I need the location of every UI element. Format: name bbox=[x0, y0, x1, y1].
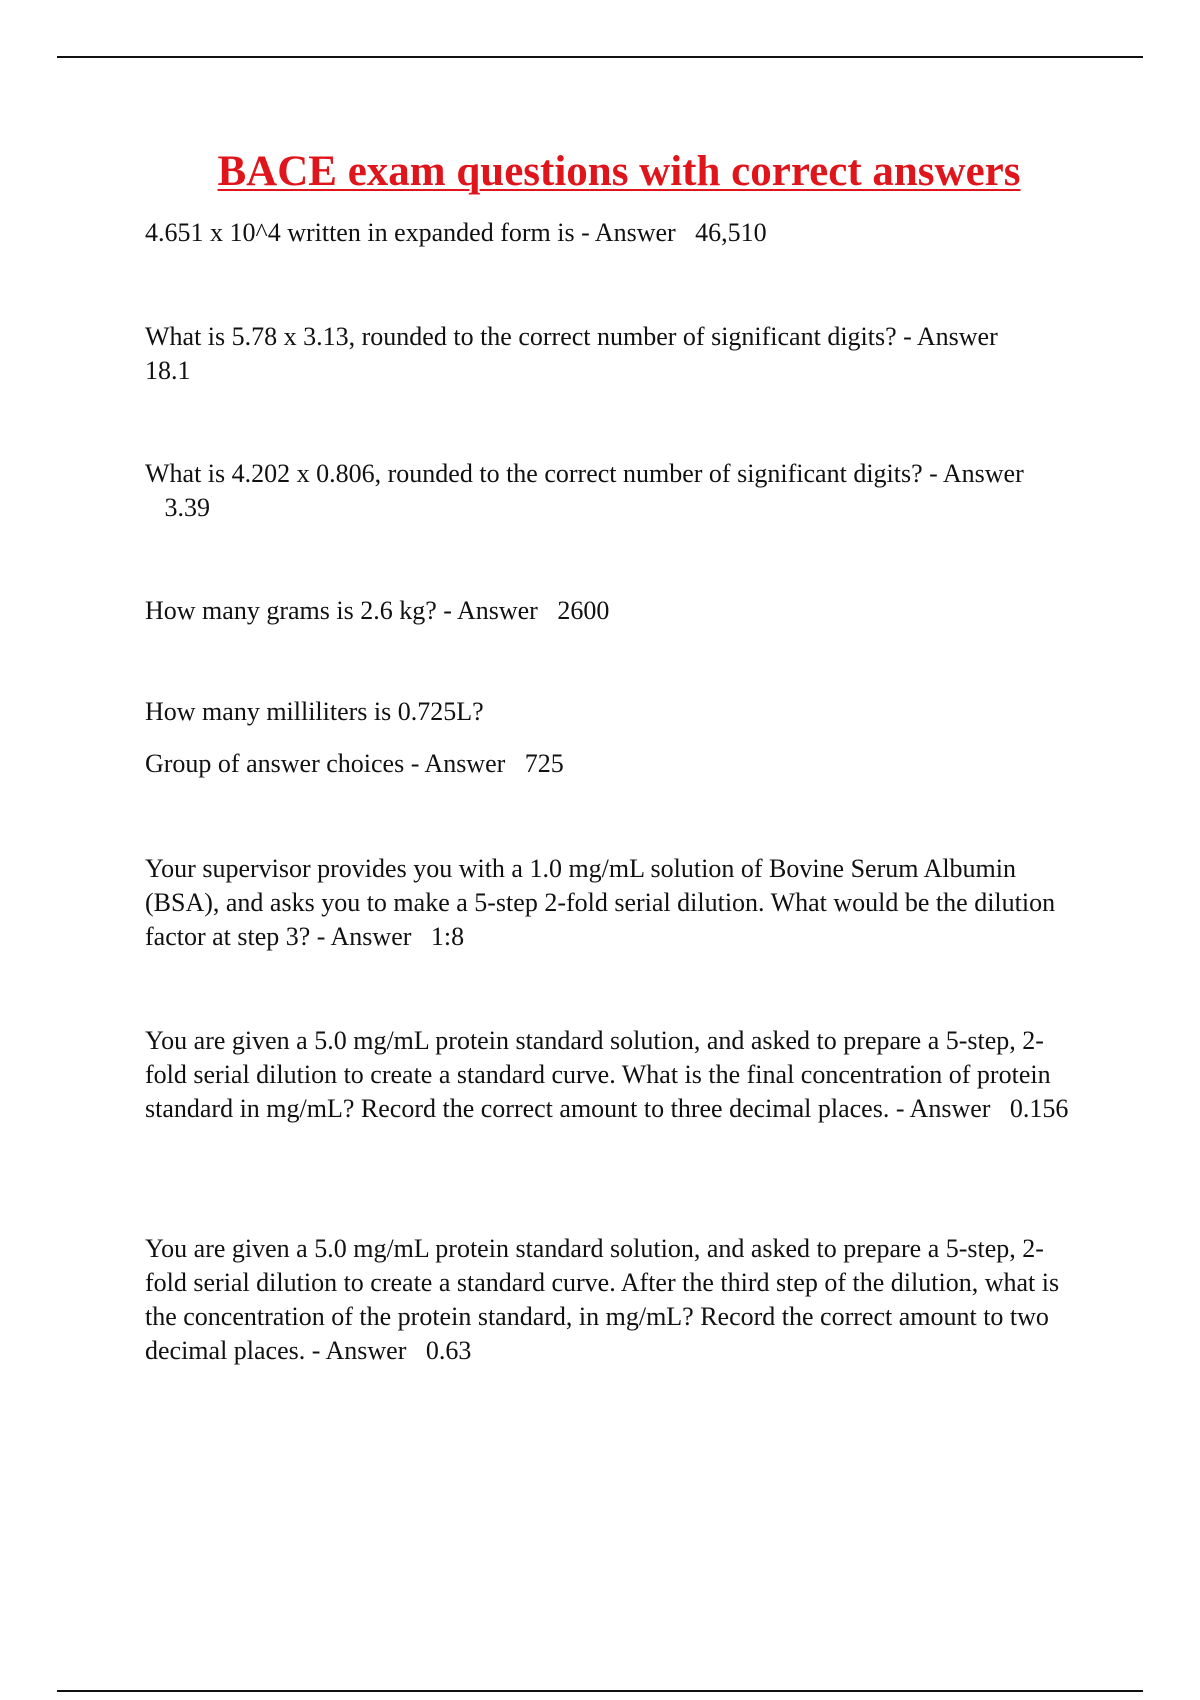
question-text: What is 4.202 x 0.806, rounded to the correct number of significant digits? - Answer bbox=[145, 459, 1024, 488]
qa-item-5-question bbox=[145, 695, 1080, 729]
qa-item-5-answer bbox=[145, 747, 1080, 781]
question-text: How many grams is 2.6 kg? - Answer bbox=[145, 596, 538, 625]
qa-item-6 bbox=[145, 852, 1080, 954]
qa-item-2 bbox=[145, 320, 1080, 388]
qa-item-4 bbox=[145, 594, 1080, 628]
question-text: Your supervisor provides you with a 1.0 mg/mL solution of Bovine Serum Albumin (BSA), and asks you to make a 5-step 2-fold serial dilution. What would be the dilution factor at step 3? - Answer bbox=[145, 854, 1056, 951]
answer-text: 18.1 bbox=[145, 356, 191, 385]
question-text: 4.651 x 10^4 written in expanded form is - Answer bbox=[145, 218, 676, 247]
qa-item-8 bbox=[145, 1232, 1080, 1368]
answer-text: 3.39 bbox=[145, 493, 210, 522]
qa-item-3 bbox=[145, 457, 1080, 525]
answer-text: 0.156 bbox=[990, 1094, 1069, 1123]
answer-text: 0.63 bbox=[406, 1336, 472, 1365]
answer-text: 1:8 bbox=[411, 922, 465, 951]
question-text: You are given a 5.0 mg/mL protein standard solution, and asked to prepare a 5-step, 2-fold serial dilution to create a standard curve. What is the final concentration of protein standard in mg/mL? Record the correct amount to three decimal places. - Answer bbox=[145, 1026, 1051, 1123]
qa-item-1 bbox=[145, 216, 1080, 250]
top-rule bbox=[57, 56, 1143, 58]
question-text: How many milliliters is 0.725L? bbox=[145, 697, 484, 726]
qa-item-7 bbox=[145, 1024, 1080, 1126]
bottom-rule bbox=[57, 1690, 1143, 1692]
answer-text: 2600 bbox=[537, 596, 610, 625]
question-text: You are given a 5.0 mg/mL protein standard solution, and asked to prepare a 5-step, 2-fold serial dilution to create a standard curve. After the third step of the dilution, what is the concentration of the protein standard, in mg/mL? Record the correct amount to two decimal places. - Answer bbox=[145, 1234, 1060, 1365]
answer-text: 46,510 bbox=[675, 218, 767, 247]
question-text: What is 5.78 x 3.13, rounded to the correct number of significant digits? - Answer bbox=[145, 322, 998, 351]
question-text: Group of answer choices - Answer bbox=[145, 749, 506, 778]
answer-text: 725 bbox=[505, 749, 564, 778]
document-title: BACE exam questions with correct answers bbox=[217, 148, 1021, 195]
